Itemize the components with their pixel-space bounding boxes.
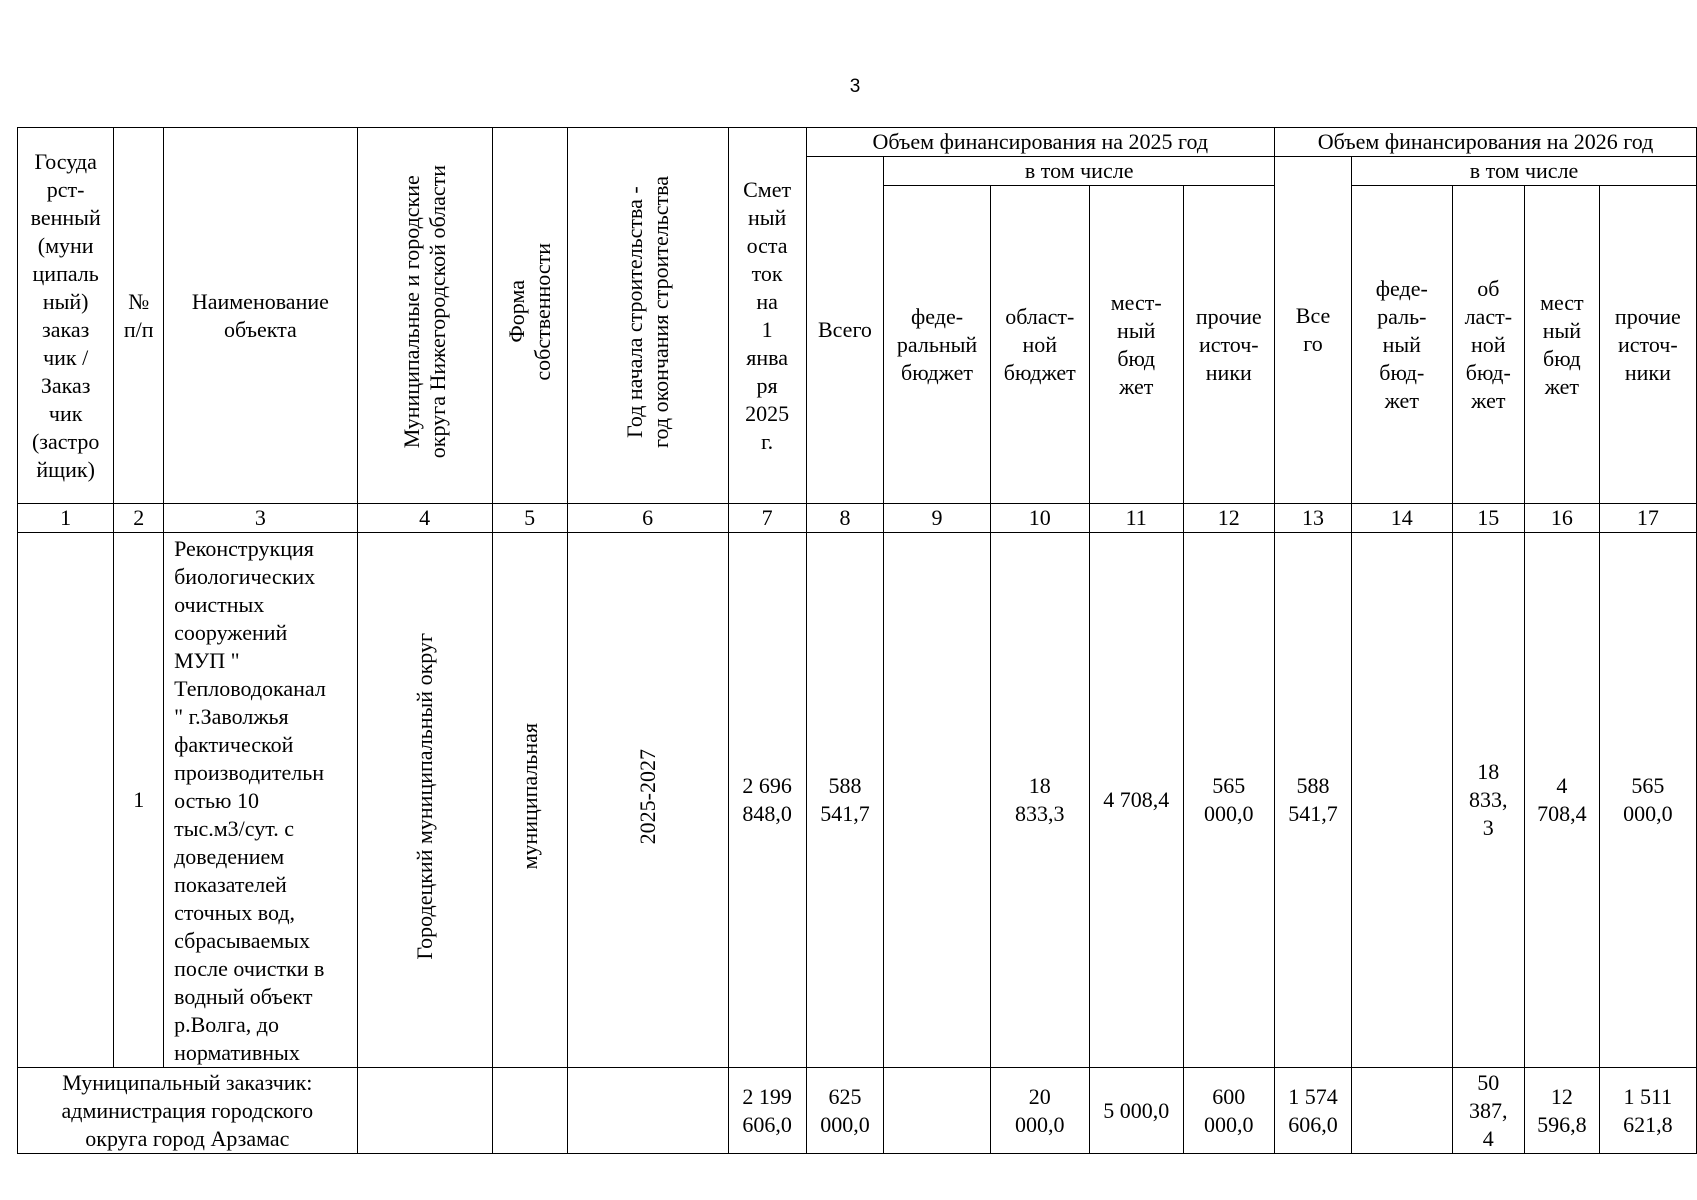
header-other-2026: прочие источ- ники <box>1599 186 1696 504</box>
local-2026-cell: 12 596,8 <box>1525 1068 1600 1154</box>
municipal-customer-label: Муниципальный заказчик: администрация городского округа город Арзамас <box>18 1068 358 1154</box>
header-other-2025: прочие источ- ники <box>1183 186 1274 504</box>
header-including-2026: в том числе <box>1352 157 1697 186</box>
column-number-row <box>18 504 1697 533</box>
column-number: 12 <box>1183 504 1274 533</box>
local-2025-cell: 4 708,4 <box>1089 533 1183 1068</box>
local-2026-cell: 4 708,4 <box>1525 533 1600 1068</box>
federal-2025-cell <box>884 1068 990 1154</box>
column-number: 14 <box>1352 504 1452 533</box>
column-number: 8 <box>806 504 884 533</box>
header-regional-2026: об ласт- ной бюд- жет <box>1452 186 1525 504</box>
district-cell: Городецкий муниципальный округ <box>357 533 492 1068</box>
header-group-2025: Объем финансирования на 2025 год <box>806 128 1274 157</box>
header-local-2026: мест ный бюд жет <box>1525 186 1600 504</box>
header-total-2025: Всего <box>806 157 884 504</box>
federal-2025-cell <box>884 533 990 1068</box>
years-cell: 2025-2027 <box>567 533 728 1068</box>
row-number: 1 <box>114 533 164 1068</box>
header-object-name: Наименование объекта <box>164 128 358 504</box>
table-row <box>18 533 1697 1068</box>
header-group-2026: Объем финансирования на 2026 год <box>1275 128 1697 157</box>
customer-cell <box>18 533 114 1068</box>
column-number: 9 <box>884 504 990 533</box>
object-name-cell <box>164 533 358 1068</box>
page-number: 3 <box>849 76 861 97</box>
ownership-cell: муниципальная <box>492 533 567 1068</box>
header-total-2026: Все го <box>1275 157 1352 504</box>
header-customer: Госуда рст- венный (муни ципаль ный) заказ чик / Заказ чик (застро йщик) <box>18 128 114 504</box>
estimated-balance-cell: 2 199 606,0 <box>728 1068 806 1154</box>
column-number: 2 <box>114 504 164 533</box>
total-2026-cell: 1 574 606,0 <box>1275 1068 1352 1154</box>
local-2025-cell: 5 000,0 <box>1089 1068 1183 1154</box>
regional-2025-cell: 20 000,0 <box>990 1068 1089 1154</box>
column-number: 1 <box>18 504 114 533</box>
other-2025-cell: 600 000,0 <box>1183 1068 1274 1154</box>
regional-2026-cell: 18 833, 3 <box>1452 533 1525 1068</box>
federal-2026-cell <box>1352 533 1452 1068</box>
financing-table <box>17 127 1697 1154</box>
header-regional-2025: област- ной бюджет <box>990 186 1089 504</box>
column-number: 6 <box>567 504 728 533</box>
table-row <box>18 1068 1697 1154</box>
other-2026-cell: 1 511 621,8 <box>1599 1068 1696 1154</box>
federal-2026-cell <box>1352 1068 1452 1154</box>
header-row-number: № п/п <box>114 128 164 504</box>
total-2026-cell: 588 541,7 <box>1275 533 1352 1068</box>
object-name: Реконструкция биологических очистных сооружений МУП " Тепловодоканал " г.Заволжья фактической производительн остью 10 тыс.м3/сут. с доведением показателей сточных вод, сбрасываемых после очистки в водный объект р.Волга, до нормативных <box>174 536 326 1065</box>
header-estimated-balance: Смет ный оста ток на 1 янва ря 2025 г. <box>728 128 806 504</box>
column-number: 16 <box>1525 504 1600 533</box>
header-federal-2025: феде- ральный бюджет <box>884 186 990 504</box>
empty-cell <box>357 1068 492 1154</box>
header-federal-2026: феде- раль- ный бюд- жет <box>1352 186 1452 504</box>
total-2025-cell: 588 541,7 <box>806 533 884 1068</box>
header-local-2025: мест- ный бюд жет <box>1089 186 1183 504</box>
total-2025-cell: 625 000,0 <box>806 1068 884 1154</box>
column-number: 11 <box>1089 504 1183 533</box>
regional-2025-cell: 18 833,3 <box>990 533 1089 1068</box>
other-2026-cell: 565 000,0 <box>1599 533 1696 1068</box>
other-2025-cell: 565 000,0 <box>1183 533 1274 1068</box>
header-construction-years: Год начала строительства - год окончания строительства <box>567 128 728 504</box>
column-number: 13 <box>1275 504 1352 533</box>
empty-cell <box>567 1068 728 1154</box>
regional-2026-cell: 50 387, 4 <box>1452 1068 1525 1154</box>
header-district: Муниципальные и городские округа Нижегородской области <box>357 128 492 504</box>
estimated-balance-cell: 2 696 848,0 <box>728 533 806 1068</box>
column-number: 5 <box>492 504 567 533</box>
column-number: 7 <box>728 504 806 533</box>
header-including-2025: в том числе <box>884 157 1275 186</box>
column-number: 3 <box>164 504 358 533</box>
column-number: 15 <box>1452 504 1525 533</box>
column-number: 4 <box>357 504 492 533</box>
header-ownership: Форма собственности <box>492 128 567 504</box>
column-number: 10 <box>990 504 1089 533</box>
column-number: 17 <box>1599 504 1696 533</box>
empty-cell <box>492 1068 567 1154</box>
